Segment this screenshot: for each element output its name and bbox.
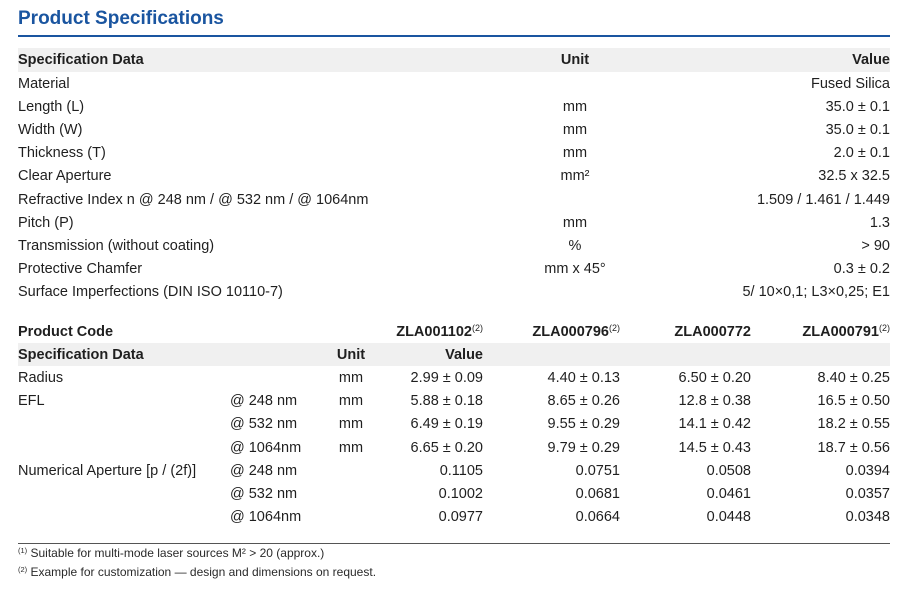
spec-value: 5/ 10×0,1; L3×0,25; E1 (742, 284, 890, 301)
spec-row (18, 142, 890, 165)
spec-header-label: Specification Data (18, 48, 520, 72)
code-row-value: 14.5 ± 0.43 (678, 439, 751, 456)
spec-unit: mm² (560, 168, 590, 185)
code-row-unit (320, 506, 382, 529)
code-row-value: 6.49 ± 0.19 (410, 416, 483, 433)
product-code-table (18, 320, 890, 529)
code-row-value: 0.0664 (575, 509, 620, 526)
spec-label: Width (W) (18, 121, 83, 138)
code-row-value: 8.40 ± 0.25 (817, 369, 890, 386)
code-row-value: 0.0448 (706, 509, 751, 526)
code-row-label (18, 482, 230, 505)
code-row-value: 0.0508 (706, 462, 751, 479)
code-row-label (18, 413, 230, 436)
code-row-wavelength: @ 248 nm (230, 393, 298, 410)
spec-label: Length (L) (18, 98, 85, 115)
spec-row (18, 165, 890, 188)
spec-label: Clear Aperture (18, 168, 112, 185)
code-row-value: 0.0461 (706, 485, 751, 502)
code-row-value: 0.0357 (845, 485, 890, 502)
code-data-row (18, 413, 890, 436)
code-row-value: 16.5 ± 0.50 (817, 393, 890, 410)
spec-value: 2.0 ± 0.1 (833, 145, 890, 162)
spec-row (18, 258, 890, 281)
spec-unit: mm (562, 214, 588, 231)
spec-label: Transmission (without coating) (18, 237, 215, 254)
code-row-label: Radius (18, 369, 64, 386)
code-data-row (18, 366, 890, 389)
spec-unit: mm (562, 121, 588, 138)
spec-header-unit: Unit (520, 48, 630, 72)
spec-unit: mm (562, 98, 588, 115)
code-row-unit: mm (338, 393, 364, 410)
product-code-col-4: ZLA000791$^{(2)}$ (802, 323, 890, 341)
code-row-value: 9.55 ± 0.29 (547, 416, 620, 433)
code-row-value: 4.40 ± 0.13 (547, 369, 620, 386)
code-data-row (18, 482, 890, 505)
code-row-value: 9.79 ± 0.29 (547, 439, 620, 456)
spec-label: Refractive Index n @ 248 nm / @ 532 nm / @ 1064nm (18, 191, 369, 208)
code-subheader-row (18, 343, 890, 366)
code-data-row (18, 459, 890, 482)
code-row-value: 6.65 ± 0.20 (410, 439, 483, 456)
code-subheader-value: Value (382, 343, 483, 366)
code-row-unit: mm (338, 416, 364, 433)
spec-row (18, 281, 890, 304)
code-row-unit: mm (338, 439, 364, 456)
spec-label: Thickness (T) (18, 145, 106, 162)
spec-unit: % (568, 237, 582, 254)
code-row-value: 0.1002 (438, 485, 483, 502)
code-row-value: 0.0751 (575, 462, 620, 479)
spec-unit (520, 188, 630, 211)
page-title: Product Specifications (18, 8, 224, 29)
product-code-col-1: ZLA001102$^{(2)}$ (396, 323, 483, 341)
code-subheader-unit: Unit (320, 343, 382, 366)
spec-value: 1.3 (869, 214, 890, 231)
code-row-label: EFL (18, 393, 45, 410)
spec-value: 35.0 ± 0.1 (825, 121, 890, 138)
code-row-label: Numerical Aperture [p / (2f)] (18, 462, 197, 479)
footnote-divider (18, 543, 890, 544)
code-row-value: 14.1 ± 0.42 (678, 416, 751, 433)
spec-value: 35.0 ± 0.1 (825, 98, 890, 115)
spec-value: > 90 (861, 237, 890, 254)
product-code-row (18, 320, 890, 343)
code-row-value: 8.65 ± 0.26 (547, 393, 620, 410)
spec-unit: mm x 45° (544, 261, 606, 278)
code-row-label (18, 506, 230, 529)
code-row-value: 5.88 ± 0.18 (410, 393, 483, 410)
spec-row (18, 118, 890, 141)
spec-row (18, 234, 890, 257)
code-row-label (18, 436, 230, 459)
spec-label: Surface Imperfections (DIN ISO 10110-7) (18, 284, 283, 301)
spec-label: Material (18, 75, 70, 92)
spec-label: Protective Chamfer (18, 261, 143, 278)
spec-unit (520, 281, 630, 304)
spec-table (18, 48, 890, 304)
code-row-wavelength: @ 532 nm (230, 485, 298, 502)
code-row-value: 12.8 ± 0.38 (678, 393, 751, 410)
footnote-2: $^{(2)}$ Example for customization — design and dimensions on request. (18, 565, 377, 579)
code-row-value: 18.7 ± 0.56 (817, 439, 890, 456)
code-row-value: 0.0348 (845, 509, 890, 526)
spec-value: 1.509 / 1.461 / 1.449 (756, 191, 890, 208)
code-row-value: 0.0394 (845, 462, 890, 479)
title-underline (18, 35, 890, 37)
spec-label: Pitch (P) (18, 214, 74, 231)
code-row-wavelength: @ 1064nm (230, 509, 302, 526)
product-code-col-2: ZLA000796$^{(2)}$ (532, 323, 620, 341)
code-row-value: 6.50 ± 0.20 (678, 369, 751, 386)
code-data-row (18, 390, 890, 413)
spec-row (18, 188, 890, 211)
code-row-wavelength: @ 532 nm (230, 416, 298, 433)
code-row-value: 18.2 ± 0.55 (817, 416, 890, 433)
code-row-value: 0.1105 (439, 462, 483, 479)
spec-unit: mm (562, 145, 588, 162)
code-row-unit (320, 459, 382, 482)
code-row-wavelength: @ 248 nm (230, 462, 298, 479)
code-data-row (18, 436, 890, 459)
code-row-unit (320, 482, 382, 505)
code-row-value: 0.0977 (438, 509, 483, 526)
code-subheader-label: Specification Data (18, 343, 320, 366)
spec-row (18, 95, 890, 118)
spec-header-value: Value (630, 48, 890, 72)
product-code-col-3: ZLA000772 (674, 324, 751, 341)
code-row-value: 0.0681 (575, 485, 620, 502)
code-row-wavelength: @ 1064nm (230, 439, 302, 456)
spec-unit (520, 72, 630, 95)
footnote-1: $^{(1)}$ Suitable for multi-mode laser sources M² > 20 (approx.) (18, 546, 325, 560)
code-row-unit: mm (338, 369, 364, 386)
product-code-label: Product Code (18, 323, 114, 340)
spec-row (18, 72, 890, 95)
spec-header-row (18, 48, 890, 72)
spec-value: 0.3 ± 0.2 (833, 261, 890, 278)
code-row-value: 2.99 ± 0.09 (410, 369, 483, 386)
spec-value: Fused Silica (811, 75, 890, 92)
spec-value: 32.5 x 32.5 (818, 168, 890, 185)
code-row-wavelength (230, 366, 320, 389)
spec-row (18, 211, 890, 234)
code-data-row (18, 506, 890, 529)
